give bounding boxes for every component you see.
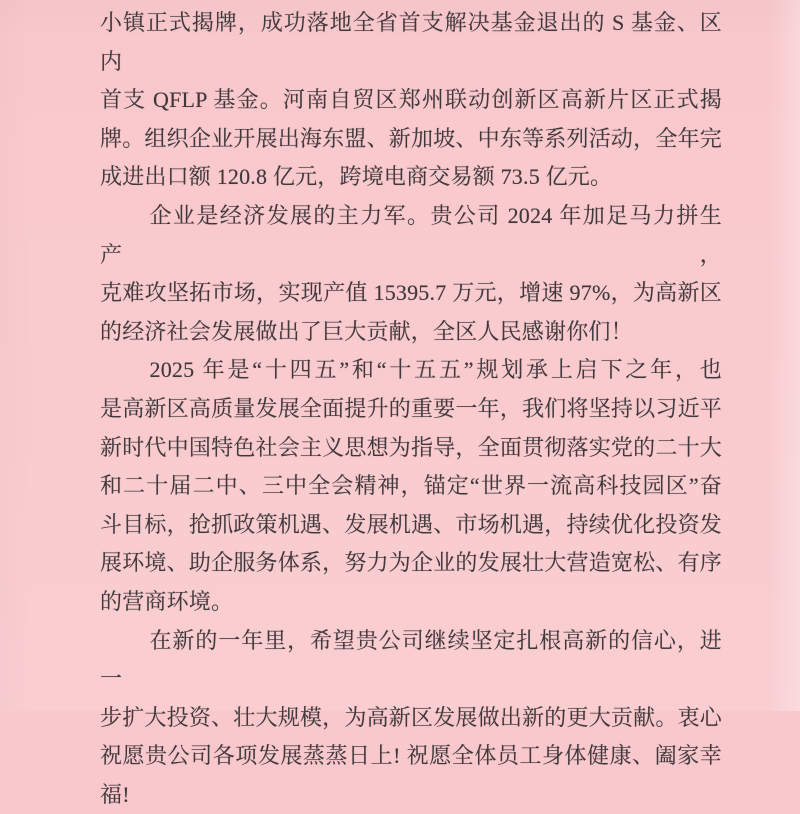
letter-body <box>100 4 722 814</box>
text-line: 首支 QFLP 基金。河南自贸区郑州联动创新区高新片区正式揭 <box>100 87 722 113</box>
text-line: 展环境、助企服务体系，努力为企业的发展壮大营造宽松、有序 <box>100 550 722 576</box>
text-line: 在新的一年里，希望贵公司继续坚定扎根高新的信心，进一 <box>100 627 722 692</box>
text-line: 的经济社会发展做出了巨大贡献，全区人民感谢你们！ <box>100 318 633 344</box>
text-line: 新时代中国特色社会主义思想为指导，全面贯彻落实党的二十大 <box>100 434 722 460</box>
text-line: 成进出口额 120.8 亿元，跨境电商交易额 73.5 亿元。 <box>100 164 613 190</box>
text-line: 小镇正式揭牌，成功落地全省首支解决基金退出的 S 基金、区内 <box>100 10 722 74</box>
text-line: 克难攻坚拓市场，实现产值 15395.7 万元，增速 97%，为高新区 <box>100 280 722 306</box>
text-line: 牌。组织企业开展出海东盟、新加坡、中东等系列活动，全年完 <box>100 125 722 151</box>
text-line: 和二十届二中、三中全会精神，锚定“世界一流高科技园区”奋 <box>100 473 722 499</box>
text-line: 福! <box>100 781 130 807</box>
text-line: 祝愿贵公司各项发展蒸蒸日上! 祝愿全体员工身体健康、阖家幸 <box>100 743 722 769</box>
text-line: 是高新区高质量发展全面提升的重要一年，我们将坚持以习近平 <box>100 395 722 421</box>
text-line: 斗目标，抢抓政策机遇、发展机遇、市场机遇，持续优化投资发 <box>100 511 722 537</box>
text-line: 2025 年是“十四五”和“十五五”规划承上启下之年，也 <box>149 357 722 383</box>
text-line: 企业是经济发展的主力军。贵公司 2024 年加足马力拼生产， <box>100 202 722 267</box>
text-line: 的营商环境。 <box>100 588 234 614</box>
text-line: 步扩大投资、壮大规模，为高新区发展做出新的更大贡献。衷心 <box>100 704 722 730</box>
